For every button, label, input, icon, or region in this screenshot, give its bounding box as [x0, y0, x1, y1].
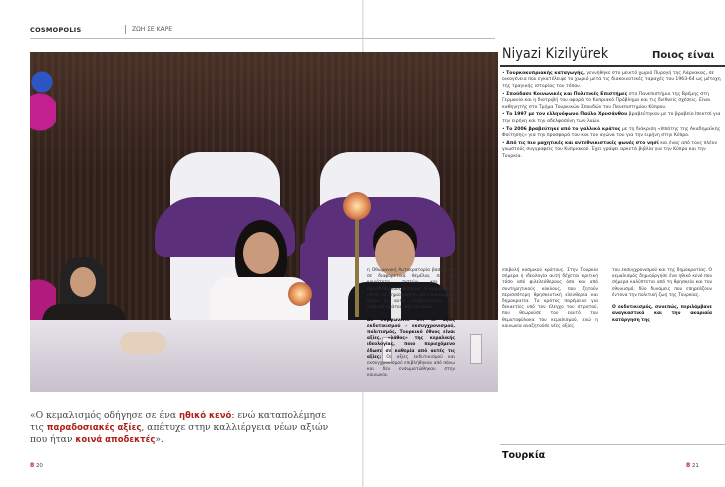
- section-label: Τουρκία: [502, 450, 546, 461]
- table-lamp: [343, 192, 371, 220]
- lamp-stem: [355, 207, 359, 317]
- bio-bullets: [502, 71, 722, 162]
- header-separator: [125, 25, 126, 34]
- pull-quote: «Ο κεμαλισμός οδήγησε σε ένα ηθικό κενό: ενώ καταπολέμησε τις παραδοσιακές αξίες, απέτυχε στην καλλιέργεια νέων αξιών που ήταν κοινά αποδεκτές».: [30, 410, 329, 445]
- glass: [470, 334, 482, 364]
- photo-light: [30, 52, 498, 172]
- magazine-name: COSMOPOLIS: [30, 26, 82, 34]
- bio-bullet: • Τουρκοκυπριακής καταγωγής, γεννήθηκε στο μεικτό χωριό Πυρογή της Λάρνακας, σε οικογένεια που εγκατέλειψε το χωριό μετά τις διακοινοτικές ταραχές του 1963-64 ως μέτοχη της τραγικής ιστορίας του τόπου.: [502, 71, 721, 89]
- baby: [120, 332, 166, 354]
- page-number-right: 8 21: [686, 462, 699, 469]
- bio-bullet: • Σπούδασε Κοινωνικές και Πολιτικές Επιστήμες στο Πανεπιστήμιο της Βρέμης στη Γερμανία και η διατριβή του αφορά το Κυπριακό Πρόβλημα και τις διεθνείς σχέσεις. Είναι καθηγητής στο Τμήμα Τουρκικών Σπουδών του Πανεπιστημίου Κύπρου.: [502, 91, 711, 110]
- body-column: η Οθωμανική Αυτοκρατορία βασιζόταν σε διαφορετικά θεμέλια, σε μια κοινότητα πιστών και σε παραδοσιακούς θεσμούς. Ο κεμαλισμός ήθελε να δημιουργήσει κάτι καινούργιο πάνω σε αυτά, επιβάλλοντας ένα κοσμικό κράτος από τα πάνω. Αν συμφωνείτε ότι οι αξίες εκδυτικισμού - εκσυγχρονισμού, πολιτισμός, Τουρκικό έθνος είναι αξίες, «λάθος» της κεμαλικής ιδεολογίας, ποιο περιεχόμενο έδωσε σε καθεμία από αυτές τις αξίες; Οι αξίες εκδυτικισμού και εκσυγχρονισμού επιβλήθηκαν από πάνω και δεν ενσωματώθηκαν στην κοινωνία.: [367, 268, 455, 379]
- bio-bullet: • Το 2006 βραβεύτηκε από το γαλλικό κράτος με τη διάκριση «Ιππότης της Ακαδημαϊκής Φοίτησης» για την προσφορά του και τον αγώνα του για την ειρήνη στην Κύπρο.: [502, 126, 721, 139]
- sidebar-title: Ποιος είναι: [652, 50, 715, 61]
- section-header: ΖΩΗ ΣΕ ΚΑΡΕ: [132, 26, 173, 33]
- author-name: Niyazi Kizilyürek: [502, 46, 609, 62]
- bio-bullet: • Από τις πιο μαχητικές και αντεθνικιστικές φωνές στο νησί και ένας από τους πλέον γνωστούς συγγραφείς του Κυπριακού. Έχει γράψει αρκετά βιβλία για την Κύπρο και την Τουρκία.: [502, 141, 718, 159]
- table-lamp: [288, 282, 312, 306]
- section-rule: [500, 444, 725, 445]
- body-column: επιβολή κοσμικού κράτους. Στην Τουρκία σήμερα η ιδεολογία αυτή δέχεται κριτική τόσο από φιλελεύθερους όσο και από συντηρητικούς κύκλους, που ζητούν περισσότερη θρησκευτική ελευθερία και δημοκρατία. Το κράτος παρέμεινε για δεκαετίες υπό τον έλεγχο του στρατού, που θεωρούσε τον εαυτό του θεματοφύλακα του κεμαλισμού, ενώ η κοινωνία αναζητούσε νέες αξίες.: [502, 268, 598, 329]
- title-rule: [500, 65, 725, 67]
- header-rule: [30, 38, 495, 39]
- page-number-left: 8 20: [30, 462, 43, 469]
- body-column: του εκσυγχρονισμού και της δημοκρατίας. Ο κεμαλισμός δημιούργησε ένα ηθικό κενό που σήμερα καλύπτεται από τη θρησκεία και τον εθνικισμό, δύο δυνάμεις που επηρεάζουν έντονα την πολιτική ζωή της Τουρκίας. Ο εκδυτικισμός, συνεπώς, περιλάμβανε αναγκαστικά και την ακαριαία κατάργηση της: [612, 268, 712, 323]
- bio-bullet: • Το 1997 με τον ελληνόφωνο Παύλο Χρυσάνθου βραβεύτηκαν με το βραβείο Ιπεκτσί για την ειρήνη και την αδελφοσύνη των λαών.: [502, 112, 721, 124]
